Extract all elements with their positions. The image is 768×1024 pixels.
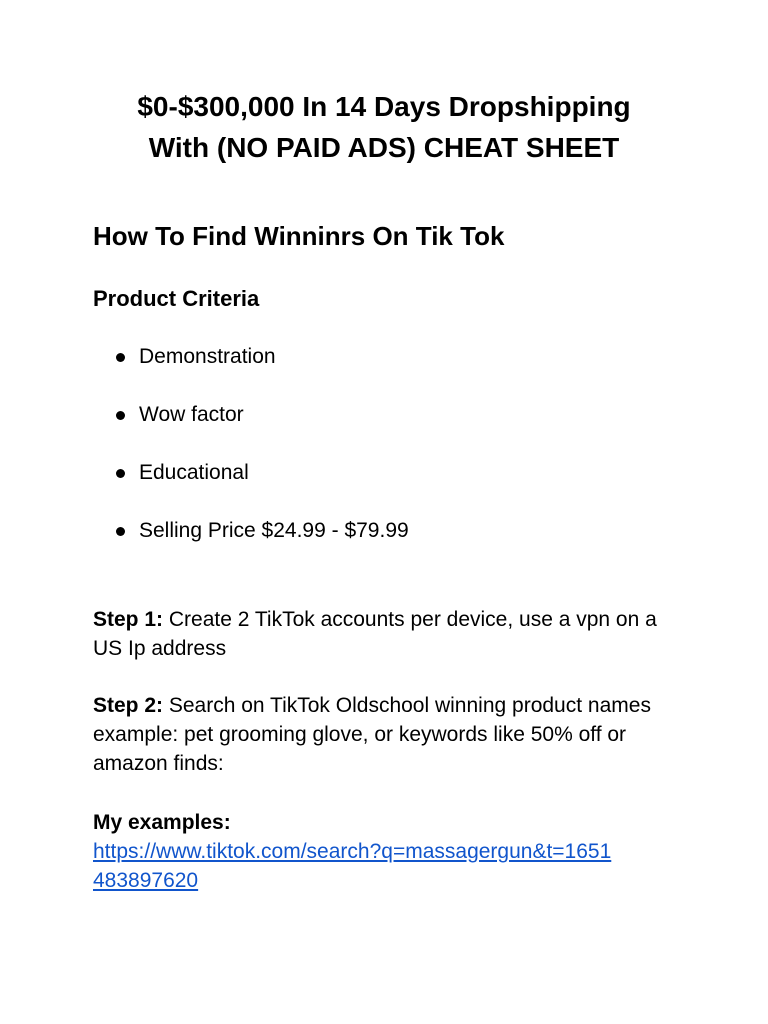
example-link-line-2: 483897620	[93, 869, 199, 892]
step-1-text: Create 2 TikTok accounts per device, use a vpn on a US Ip address	[93, 608, 657, 660]
page-title-line-2: With (NO PAID ADS) CHEAT SHEET	[148, 132, 620, 163]
criteria-item-label: Wow factor	[139, 403, 244, 426]
page-title	[60, 86, 708, 168]
bullet-icon	[116, 527, 125, 536]
subsection-heading: Product Criteria	[93, 286, 260, 311]
bullet-icon	[116, 353, 125, 362]
list-item	[93, 458, 409, 516]
criteria-item-label: Demonstration	[139, 345, 276, 368]
step-2-paragraph	[93, 691, 683, 778]
step-2-text: Search on TikTok Oldschool winning product names example: pet grooming glove, or keywords like 50% off or amazon finds:	[93, 694, 651, 775]
criteria-item-label: Educational	[139, 461, 249, 484]
section-heading: How To Find Winninrs On Tik Tok	[93, 221, 505, 251]
examples-block	[93, 808, 683, 895]
examples-label: My examples:	[93, 811, 231, 834]
example-link[interactable]	[93, 837, 683, 895]
criteria-item-label: Selling Price $24.99 - $79.99	[139, 519, 409, 542]
example-link-line-1: https://www.tiktok.com/search?q=massagergun&t=1651	[93, 840, 612, 863]
criteria-list	[93, 342, 409, 574]
bullet-icon	[116, 469, 125, 478]
page-title-line-1: $0-$300,000 In 14 Days Dropshipping	[137, 91, 631, 122]
list-item	[93, 342, 409, 400]
bullet-icon	[116, 411, 125, 420]
list-item	[93, 516, 409, 574]
step-1-label: Step 1:	[93, 608, 164, 631]
step-2-label: Step 2:	[93, 694, 164, 717]
step-1-paragraph	[93, 605, 683, 663]
list-item	[93, 400, 409, 458]
